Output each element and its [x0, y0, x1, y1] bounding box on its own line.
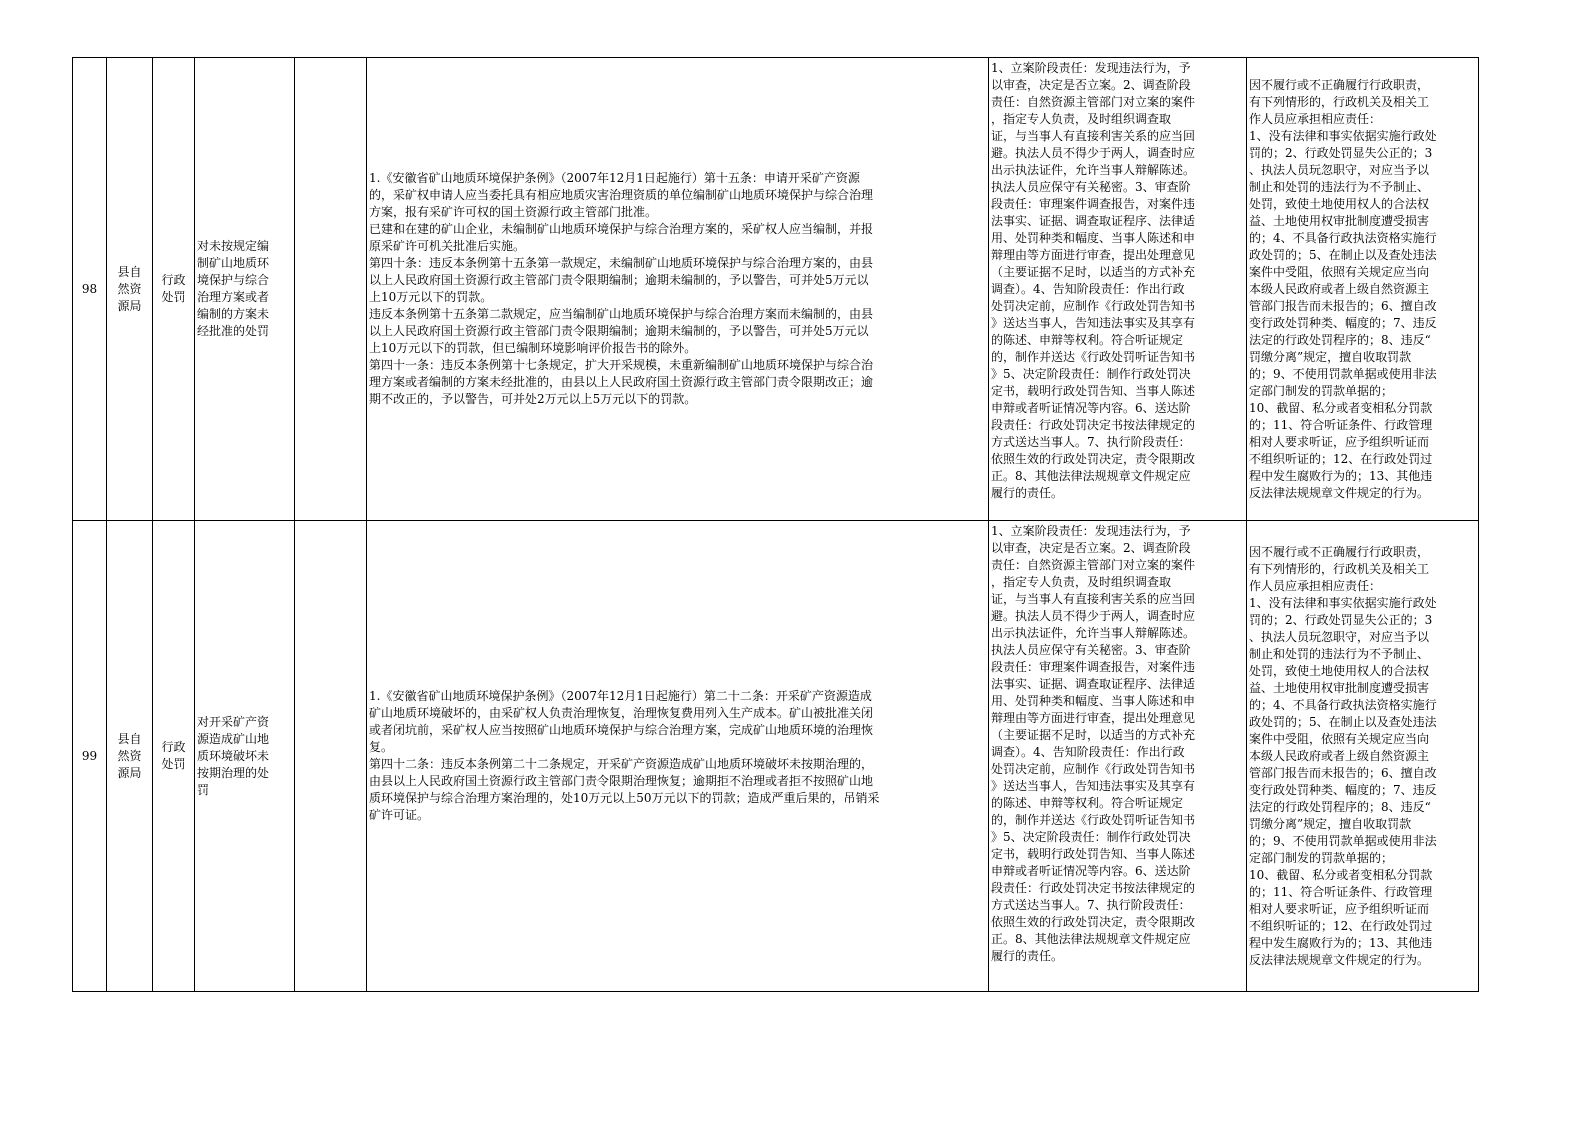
table-row	[73, 58, 1479, 521]
power-type-cell: 行政 处罚	[153, 521, 195, 992]
responsibility-cell: 1、立案阶段责任：发现违法行为，予 以审查，决定是否立案。2、调查阶段 责任：自然资源主管部门对立案的案件 ，指定专人负责，及时组织调查取 证，与当事人有直接利害关系的应当回 避。执法人员不得少于两人，调查时应 出示执法证件，允许当事人辩解陈述。 执法人员应保守有关秘密。3、审查阶 段责任：审理案件调查报告，对案件违 法事实、证据、调查取证程序、法律适 用、处罚种类和幅度、当事人陈述和申 辩理由等方面进行审查，提出处理意见 （主要证据不足时，以适当的方式补充 调查）。4、告知阶段责任：作出行政 处罚决定前，应制作《行政处罚告知书 》送达当事人，告知违法事实及其享有 的陈述、申辩等权利。符合听证规定 的，制作并送达《行政处罚听证告知书 》5、决定阶段责任：制作行政处罚决 定书，载明行政处罚告知、当事人陈述 申辩或者听证情况等内容。6、送达阶 段责任：行政处罚决定书按法律规定的 方式送达当事人。7、执行阶段责任： 依照生效的行政处罚决定，责令限期改 正。8、其他法律法规规章文件规定应 履行的责任。	[989, 58, 1247, 521]
legal-basis-cell: 1.《安徽省矿山地质环境保护条例》（2007年12月1日起施行）第二十二条：开采矿产资源造成 矿山地质环境破坏的，由采矿权人负责治理恢复，治理恢复费用列入生产成本。矿山被批准关闭 或者闭坑前，采矿权人应当按照矿山地质环境保护与综合治理方案，完成矿山地质环境的治理恢 复。 第四十二条：违反本条例第二十二条规定，开采矿产资源造成矿山地质环境破坏未按期治理的， 由县以上人民政府国土资源行政主管部门责令限期治理恢复；逾期拒不治理或者拒不按照矿山地 质环境保护与综合治理方案治理的，处10万元以上50万元以下的罚款；造成严重后果的，吊销采 矿许可证。	[367, 521, 989, 992]
department-cell: 县自 然资 源局	[107, 58, 153, 521]
legal-basis-cell: 1.《安徽省矿山地质环境保护条例》（2007年12月1日起施行）第十五条：申请开采矿产资源 的，采矿权申请人应当委托具有相应地质灾害治理资质的单位编制矿山地质环境保护与综合治理 方案，报有采矿许可权的国土资源行政主管部门批准。 已建和在建的矿山企业，未编制矿山地质环境保护与综合治理方案的，采矿权人应当编制，并报 原采矿许可机关批准后实施。 第四十条：违反本条例第十五条第一款规定，未编制矿山地质环境保护与综合治理方案的，由县 以上人民政府国土资源行政主管部门责令限期编制；逾期未编制的，予以警告，可并处5万元以 上10万元以下的罚款。 违反本条例第十五条第二款规定，应当编制矿山地质环境保护与综合治理方案而未编制的，由县 以上人民政府国土资源行政主管部门责令限期编制；逾期未编制的，予以警告，可并处5万元以 上10万元以下的罚款，但已编制环境影响评价报告书的除外。 第四十一条：违反本条例第十七条规定，扩大开采规模，未重新编制矿山地质环境保护与综合治 理方案或者编制的方案未经批准的，由县以上人民政府国土资源行政主管部门责令限期改正；逾 期不改正的，予以警告，可并处2万元以上5万元以下的罚款。	[367, 58, 989, 521]
item-number: 99	[73, 521, 107, 992]
sub-item-cell	[295, 58, 367, 521]
accountability-cell: 因不履行或不正确履行行政职责， 有下列情形的，行政机关及相关工 作人员应承担相应责任： 1、没有法律和事实依据实施行政处 罚的；2、行政处罚显失公正的；3 、执法人员玩忽职守，对应当予以 制止和处罚的违法行为不予制止、 处罚，致使土地使用权人的合法权 益、土地使用权审批制度遭受损害 的；4、不具备行政执法资格实施行 政处罚的；5、在制止以及查处违法 案件中受阻，依照有关规定应当向 本级人民政府或者上级自然资源主 管部门报告而未报告的；6、擅自改 变行政处罚种类、幅度的；7、违反 法定的行政处罚程序的；8、违反“ 罚缴分离”规定，擅自收取罚款 的；9、不使用罚款单据或使用非法 定部门制发的罚款单据的； 10、截留、私分或者变相私分罚款 的；11、符合听证条件、行政管理 相对人要求听证，应予组织听证而 不组织听证的；12、在行政处罚过 程中发生腐败行为的；13、其他违 反法律法规规章文件规定的行为。	[1247, 58, 1479, 521]
power-type-cell: 行政 处罚	[153, 58, 195, 521]
item-name-cell: 对未按规定编 制矿山地质环 境保护与综合 治理方案或者 编制的方案未 经批准的处罚	[195, 58, 295, 521]
accountability-cell: 因不履行或不正确履行行政职责， 有下列情形的，行政机关及相关工 作人员应承担相应责任： 1、没有法律和事实依据实施行政处 罚的；2、行政处罚显失公正的；3 、执法人员玩忽职守，对应当予以 制止和处罚的违法行为不予制止、 处罚，致使土地使用权人的合法权 益、土地使用权审批制度遭受损害 的；4、不具备行政执法资格实施行 政处罚的；5、在制止以及查处违法 案件中受阻，依照有关规定应当向 本级人民政府或者上级自然资源主 管部门报告而未报告的；6、擅自改 变行政处罚种类、幅度的；7、违反 法定的行政处罚程序的；8、违反“ 罚缴分离”规定，擅自收取罚款 的；9、不使用罚款单据或使用非法 定部门制发的罚款单据的； 10、截留、私分或者变相私分罚款 的；11、符合听证条件、行政管理 相对人要求听证，应予组织听证而 不组织听证的；12、在行政处罚过 程中发生腐败行为的；13、其他违 反法律法规规章文件规定的行为。	[1247, 521, 1479, 992]
item-number: 98	[73, 58, 107, 521]
item-name-cell: 对开采矿产资 源造成矿山地 质环境破坏未 按期治理的处 罚	[195, 521, 295, 992]
responsibility-cell: 1、立案阶段责任：发现违法行为，予 以审查，决定是否立案。2、调查阶段 责任：自然资源主管部门对立案的案件 ，指定专人负责，及时组织调查取 证，与当事人有直接利害关系的应当回 避。执法人员不得少于两人，调查时应 出示执法证件，允许当事人辩解陈述。 执法人员应保守有关秘密。3、审查阶 段责任：审理案件调查报告，对案件违 法事实、证据、调查取证程序、法律适 用、处罚种类和幅度、当事人陈述和申 辩理由等方面进行审查，提出处理意见 （主要证据不足时，以适当的方式补充 调查）。4、告知阶段责任：作出行政 处罚决定前，应制作《行政处罚告知书 》送达当事人，告知违法事实及其享有 的陈述、申辩等权利。符合听证规定 的，制作并送达《行政处罚听证告知书 》5、决定阶段责任：制作行政处罚决 定书，载明行政处罚告知、当事人陈述 申辩或者听证情况等内容。6、送达阶 段责任：行政处罚决定书按法律规定的 方式送达当事人。7、执行阶段责任： 依照生效的行政处罚决定，责令限期改 正。8、其他法律法规规章文件规定应 履行的责任。	[989, 521, 1247, 992]
sub-item-cell	[295, 521, 367, 992]
power-list-table	[72, 57, 1479, 992]
department-cell: 县自 然资 源局	[107, 521, 153, 992]
table-row	[73, 521, 1479, 992]
